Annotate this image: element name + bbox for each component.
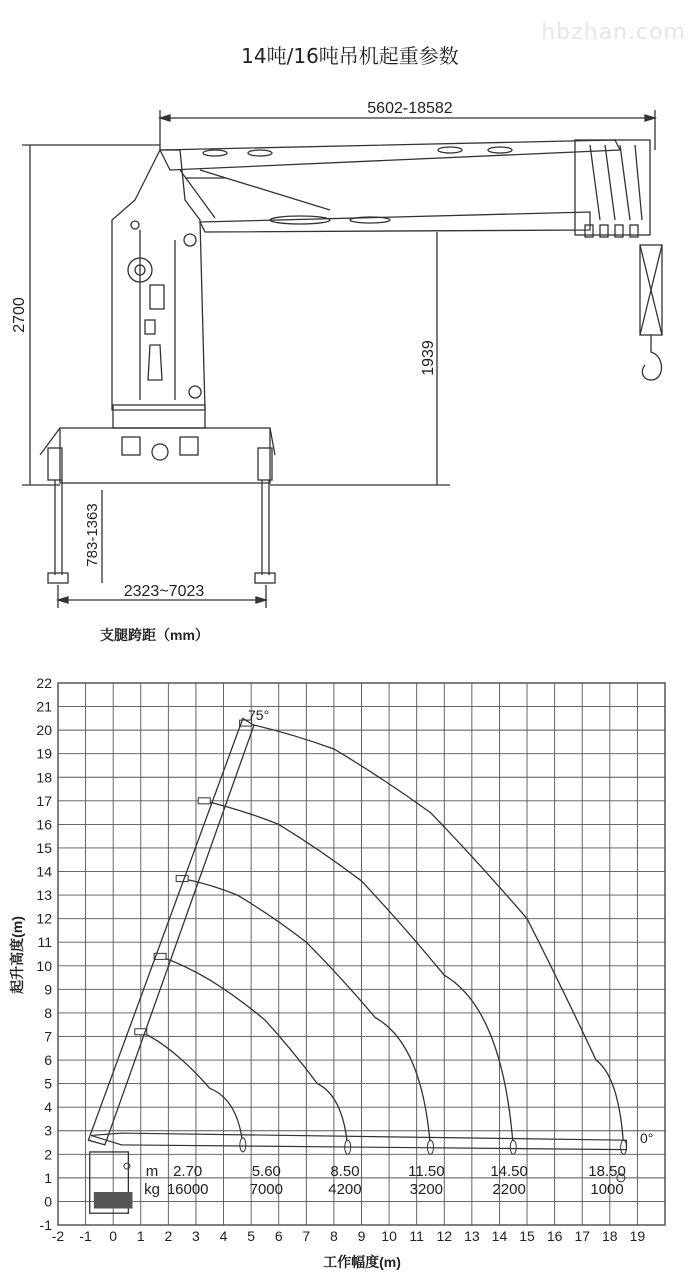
x-tick-labels: [52, 1228, 646, 1244]
hook-height-label: 1939: [420, 340, 437, 376]
load-label: 1000: [590, 1181, 624, 1198]
y-tick-label: 15: [36, 839, 52, 856]
x-tick-label: 1: [136, 1228, 145, 1244]
height-label: 2700: [11, 297, 28, 333]
x-tick-label: 5: [247, 1228, 256, 1244]
x-tick-label: 0: [109, 1228, 118, 1244]
x-axis-title: 工作幅度(m): [323, 1254, 401, 1270]
y-tick-label: 10: [36, 957, 52, 974]
y-tick-labels: [36, 675, 52, 1233]
load-curves: [135, 720, 627, 1154]
load-unit-label: kg: [144, 1181, 160, 1198]
x-tick-label: 3: [192, 1228, 200, 1244]
y-tick-label: 1: [44, 1169, 52, 1186]
x-tick-label: 17: [574, 1228, 591, 1244]
watermark: hbzhan.com: [541, 20, 686, 45]
slew-pivot: [124, 1163, 130, 1169]
load-curve-2: [160, 956, 348, 1147]
main-boom: [160, 140, 620, 170]
load-curve-4: [204, 801, 513, 1147]
crane-base: [60, 428, 270, 483]
x-tick-label: 11: [409, 1228, 424, 1244]
y-tick-label: 14: [36, 863, 52, 880]
x-tick-label: 8: [330, 1228, 338, 1244]
radius-unit-label: m: [145, 1163, 159, 1180]
radius-label: 5.60: [251, 1163, 281, 1180]
y-tick-label: 12: [36, 910, 52, 927]
load-label: 4200: [328, 1181, 362, 1198]
x-tick-label: 15: [519, 1228, 535, 1244]
span-caption: 支腿跨距（mm）: [100, 627, 209, 643]
y-tick-label: 6: [44, 1052, 52, 1069]
boom-lowered-outline: [91, 1133, 626, 1149]
page-title: 14吨/16吨吊机起重参数: [241, 44, 459, 68]
y-tick-label: 20: [36, 722, 52, 739]
load-chart: [0, 655, 700, 1284]
x-tick-label: 12: [436, 1228, 453, 1244]
x-tick-label: 9: [357, 1228, 366, 1244]
x-tick-label: 10: [381, 1228, 397, 1244]
x-tick-label: 4: [219, 1228, 228, 1244]
hook: [642, 335, 661, 380]
y-tick-label: 9: [44, 981, 52, 998]
x-tick-label: 19: [629, 1228, 646, 1244]
y-tick-label: 18: [36, 769, 52, 786]
x-tick-label: 13: [464, 1228, 480, 1244]
y-tick-label: 17: [36, 792, 52, 809]
hook-marker: [621, 1140, 627, 1154]
y-axis-title: 起升高度(m): [9, 916, 25, 994]
span-label: 2323~7023: [123, 583, 205, 600]
crane-base-sketch: [94, 1192, 133, 1208]
y-tick-label: 0: [44, 1193, 52, 1210]
load-label: 7000: [249, 1181, 283, 1198]
load-label: 16000: [166, 1181, 209, 1198]
y-tick-label: 11: [37, 934, 52, 951]
crane-dimension-drawing: [0, 80, 700, 655]
load-labels: [167, 1181, 624, 1198]
load-label: 3200: [409, 1181, 444, 1198]
hook-marker: [240, 1138, 246, 1152]
y-tick-label: 13: [36, 887, 52, 904]
y-tick-label: 2: [44, 1146, 52, 1163]
secondary-arm: [200, 212, 590, 232]
boom-length-label: 5602-18582: [367, 100, 453, 117]
x-tick-label: 2: [164, 1228, 173, 1244]
load-curve-1: [141, 1032, 243, 1145]
x-tick-label: -2: [51, 1228, 65, 1244]
x-tick-label: 16: [546, 1228, 563, 1244]
angle-min-label: 0°: [640, 1130, 654, 1146]
y-tick-label: 3: [44, 1122, 52, 1139]
crane-column: [112, 150, 205, 410]
chart-grid: [58, 683, 665, 1225]
x-tick-label: 14: [491, 1228, 508, 1244]
y-tick-label: 7: [44, 1028, 52, 1045]
x-tick-label: -1: [79, 1228, 92, 1244]
radius-label: 14.50: [490, 1163, 528, 1180]
y-tick-label: 19: [36, 745, 52, 762]
load-label: 2200: [492, 1181, 526, 1198]
boom-joint-marker: [176, 876, 188, 882]
radius-label: 18.50: [588, 1163, 626, 1180]
outrigger-height-label: 783-1363: [84, 503, 101, 567]
y-tick-label: 21: [36, 698, 52, 715]
y-tick-label: 8: [44, 1004, 52, 1021]
radius-label: 8.50: [330, 1163, 360, 1180]
y-tick-label: 5: [44, 1075, 52, 1092]
boom-joint-marker: [198, 798, 210, 804]
hook-marker: [510, 1140, 516, 1154]
angle-max-label: 75°: [248, 707, 270, 723]
radius-label: 2.70: [173, 1163, 203, 1180]
y-tick-label: -1: [39, 1217, 52, 1233]
x-tick-label: 6: [274, 1228, 283, 1244]
x-tick-label: 18: [602, 1228, 618, 1244]
radius-label: 11.50: [408, 1163, 445, 1180]
y-tick-label: 16: [36, 816, 52, 833]
y-tick-label: 22: [36, 675, 52, 691]
y-tick-label: 4: [44, 1099, 52, 1116]
x-tick-label: 7: [302, 1228, 311, 1244]
